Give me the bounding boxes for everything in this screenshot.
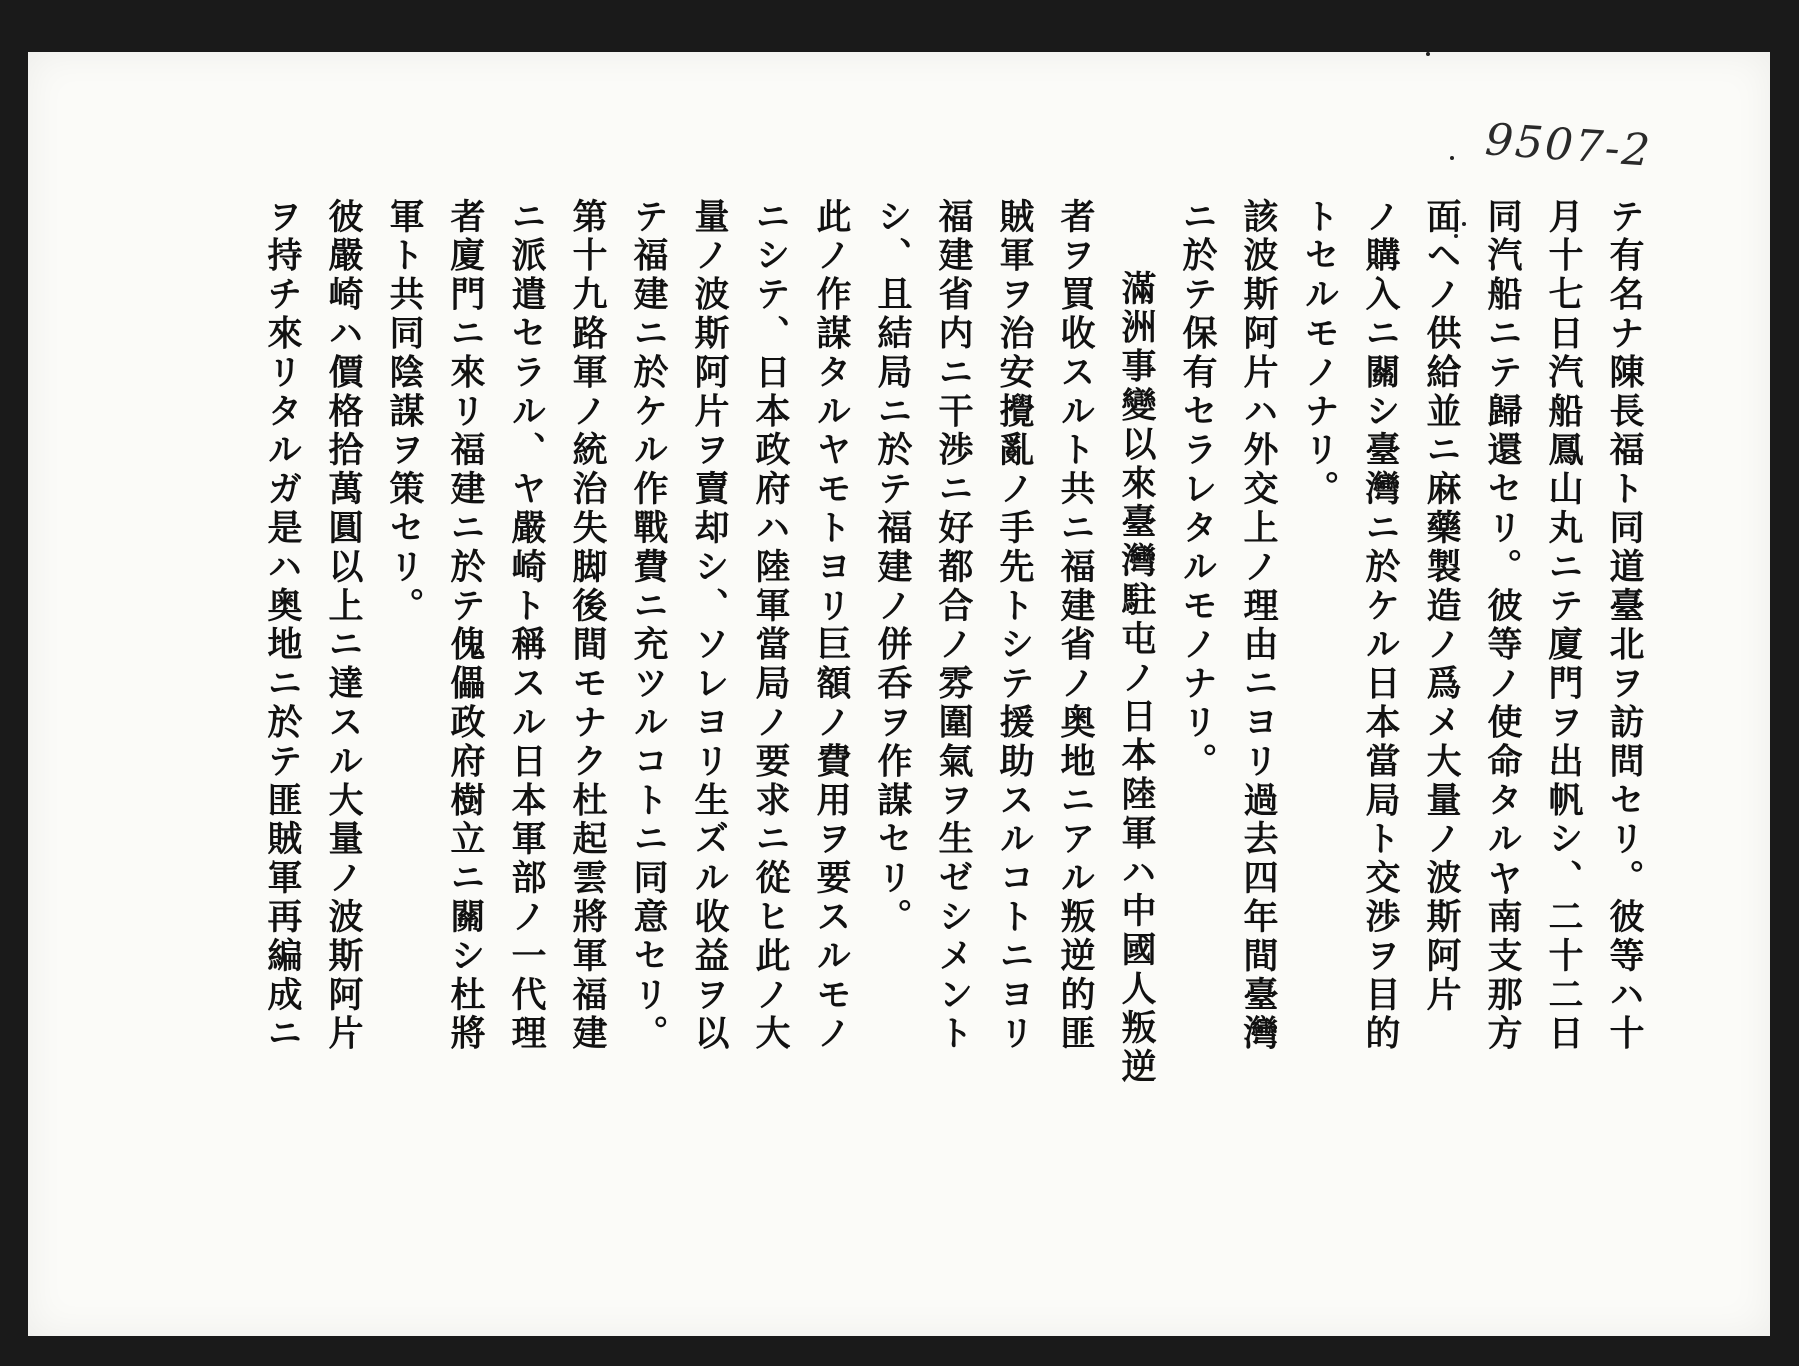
text-column: 月十七日汽船鳳山丸ニテ廈門ヲ出帆シ、二十二日 xyxy=(1543,198,1583,1054)
text-column: 該波斯阿片ハ外交上ノ理由ニヨリ過去四年間臺灣 xyxy=(1238,198,1278,1054)
text-column: 第十九路軍ノ統治失脚後間モナク杜起雲將軍福建 xyxy=(567,198,607,1054)
text-column: テ福建ニ於ケル作戰費ニ充ツルコトニ同意セリ。 xyxy=(628,198,668,1054)
text-column: 彼嚴崎ハ價格拾萬圓以上ニ達スル大量ノ波斯阿片 xyxy=(323,198,363,1054)
text-column: 福建省内ニ干渉ニ好都合ノ雰圍氣ヲ生ゼシメント xyxy=(933,198,973,1054)
text-column: トセルモノナリ。 xyxy=(1299,198,1339,510)
document-page xyxy=(28,52,1770,1336)
text-column: テ有名ナ陳長福ト同道臺北ヲ訪問セリ。彼等ハ十 xyxy=(1604,198,1644,1054)
text-column: ニ於テ保有セラレタルモノナリ。 xyxy=(1177,198,1217,782)
text-column: ノ購入ニ關シ臺灣ニ於ケル日本當局ト交渉ヲ目的 xyxy=(1360,198,1400,1054)
text-column: シ、且結局ニ於テ福建ノ併呑ヲ作謀セリ。 xyxy=(872,198,912,938)
speck-mark xyxy=(1426,52,1430,56)
text-column: ヲ持チ來リタルガ是ハ奥地ニ於テ匪賊軍再編成ニ xyxy=(262,198,302,1054)
speck-mark xyxy=(1450,156,1454,160)
text-column: 面ヘノ供給並ニ麻藥製造ノ爲メ大量ノ波斯阿片 xyxy=(1421,198,1461,1015)
text-column: ニ派遣セラル、ヤ嚴崎ト稱スル日本軍部ノ一代理 xyxy=(506,198,546,1054)
text-column: 者ヲ買收スルト共ニ福建省ノ奥地ニアル叛逆的匪 xyxy=(1055,198,1095,1054)
reference-number: 9507-2 xyxy=(1483,114,1654,177)
text-column: 賊軍ヲ治安攪亂ノ手先トシテ援助スルコトニヨリ xyxy=(994,198,1034,1054)
text-column: 者廈門ニ來リ福建ニ於テ傀儡政府樹立ニ關シ杜將 xyxy=(445,198,485,1054)
vertical-text-body xyxy=(260,198,1646,1188)
text-column: 滿洲事變以來臺灣駐屯ノ日本陸軍ハ中國人叛逆 xyxy=(1116,270,1156,1087)
text-column: 量ノ波斯阿片ヲ賣却シ、ソレヨリ生ズル收益ヲ以 xyxy=(689,198,729,1054)
text-column: 同汽船ニテ歸還セリ。彼等ノ使命タルヤ南支那方 xyxy=(1482,198,1522,1054)
text-column: 軍ト共同陰謀ヲ策セリ。 xyxy=(384,198,424,626)
text-column: 此ノ作謀タルヤモトヨリ巨額ノ費用ヲ要スルモノ xyxy=(811,198,851,1054)
text-column: ニシテ、日本政府ハ陸軍當局ノ要求ニ從ヒ此ノ大 xyxy=(750,198,790,1054)
